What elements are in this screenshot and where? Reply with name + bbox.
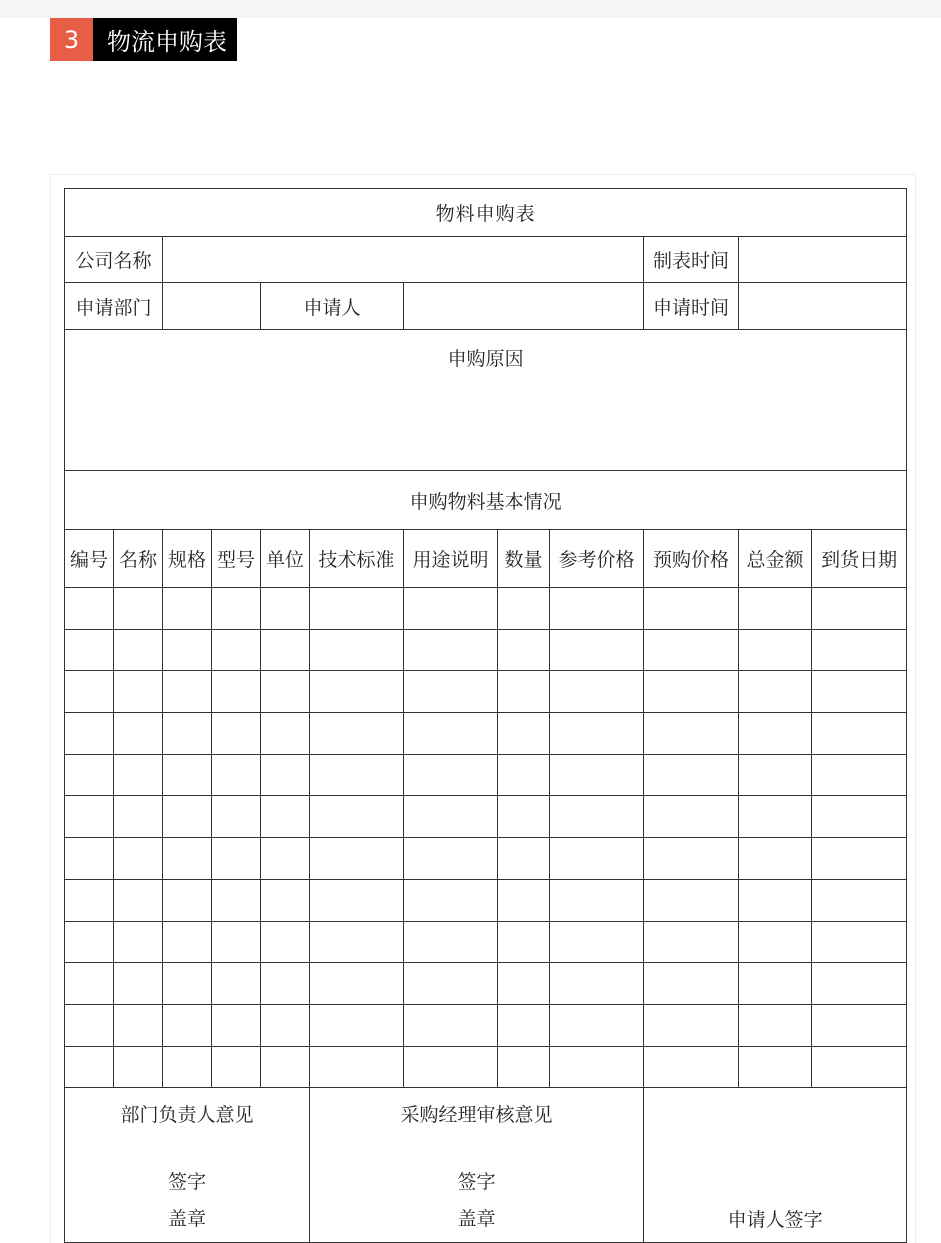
dept-label: 申请部门: [65, 283, 163, 330]
item-cell[interactable]: [550, 838, 644, 880]
item-cell[interactable]: [114, 796, 163, 838]
applicant-label: 申请人: [261, 283, 404, 330]
item-cell[interactable]: [163, 963, 212, 1005]
reason-row: [65, 330, 907, 471]
item-cell[interactable]: [812, 879, 907, 921]
item-cell[interactable]: [114, 754, 163, 796]
column-header: 型号: [212, 530, 261, 588]
item-cell[interactable]: [498, 796, 550, 838]
dept-value-cell[interactable]: [163, 283, 261, 330]
item-row: [65, 1046, 907, 1088]
item-row: [65, 838, 907, 880]
item-cell[interactable]: [261, 629, 310, 671]
item-cell[interactable]: [739, 1004, 812, 1046]
item-cell[interactable]: [644, 629, 739, 671]
item-row: [65, 671, 907, 713]
item-cell[interactable]: [498, 588, 550, 630]
item-cell[interactable]: [65, 1046, 114, 1088]
item-cell[interactable]: [498, 838, 550, 880]
item-cell[interactable]: [212, 921, 261, 963]
item-cell[interactable]: [550, 629, 644, 671]
item-row: [65, 1004, 907, 1046]
item-cell[interactable]: [550, 796, 644, 838]
item-cell[interactable]: [310, 796, 404, 838]
column-header: 规格: [163, 530, 212, 588]
item-cell[interactable]: [404, 1004, 498, 1046]
item-cell[interactable]: [550, 879, 644, 921]
item-cell[interactable]: [550, 754, 644, 796]
company-row: [65, 237, 907, 283]
purchase-manager-opinion-label: 采购经理审核意见: [400, 1104, 553, 1127]
item-cell[interactable]: [550, 588, 644, 630]
dept-head-seal-label: 盖章: [167, 1208, 206, 1231]
made-time-label: 制表时间: [644, 237, 739, 283]
item-cell[interactable]: [644, 671, 739, 713]
item-cell[interactable]: [163, 1004, 212, 1046]
item-cell[interactable]: [739, 838, 812, 880]
column-header: 总金额: [739, 530, 812, 588]
item-cell[interactable]: [114, 1046, 163, 1088]
item-cell[interactable]: [550, 671, 644, 713]
apply-time-label: 申请时间: [644, 283, 739, 330]
item-cell[interactable]: [404, 796, 498, 838]
item-row: [65, 629, 907, 671]
item-cell[interactable]: [812, 1004, 907, 1046]
basic-info-row: [65, 471, 907, 530]
purchase-manager-signature-label: 签字: [457, 1171, 496, 1194]
item-cell[interactable]: [498, 1046, 550, 1088]
item-cell[interactable]: [310, 838, 404, 880]
item-cell[interactable]: [498, 629, 550, 671]
column-header: 单位: [261, 530, 310, 588]
item-cell[interactable]: [739, 713, 812, 755]
item-cell[interactable]: [114, 838, 163, 880]
item-row: [65, 754, 907, 796]
item-cell[interactable]: [212, 838, 261, 880]
item-cell[interactable]: [65, 1004, 114, 1046]
item-cell[interactable]: [812, 796, 907, 838]
column-header: 参考价格: [550, 530, 644, 588]
item-cell[interactable]: [114, 921, 163, 963]
column-header-row: [65, 530, 907, 588]
made-time-value-cell[interactable]: [739, 237, 907, 283]
item-cell[interactable]: [212, 1004, 261, 1046]
applicant-value-cell[interactable]: [404, 283, 644, 330]
item-cell[interactable]: [739, 963, 812, 1005]
item-cell[interactable]: [644, 838, 739, 880]
item-cell[interactable]: [812, 838, 907, 880]
item-cell[interactable]: [812, 713, 907, 755]
item-cell[interactable]: [404, 671, 498, 713]
item-cell[interactable]: [644, 1004, 739, 1046]
item-cell[interactable]: [739, 754, 812, 796]
column-header: 到货日期: [812, 530, 907, 588]
item-cell[interactable]: [261, 796, 310, 838]
item-cell[interactable]: [310, 921, 404, 963]
item-cell[interactable]: [310, 1004, 404, 1046]
item-cell[interactable]: [163, 1046, 212, 1088]
item-cell[interactable]: [739, 921, 812, 963]
apply-time-value-cell[interactable]: [739, 283, 907, 330]
purchase-request-form: [64, 188, 907, 1243]
item-cell[interactable]: [114, 879, 163, 921]
purchase-manager-seal-label: 盖章: [457, 1208, 496, 1231]
basic-info-label: 申购物料基本情况: [65, 471, 907, 530]
item-cell[interactable]: [812, 629, 907, 671]
item-cell[interactable]: [812, 754, 907, 796]
item-cell[interactable]: [261, 879, 310, 921]
item-cell[interactable]: [310, 879, 404, 921]
item-row: [65, 713, 907, 755]
item-cell[interactable]: [404, 1046, 498, 1088]
item-cell[interactable]: [310, 588, 404, 630]
item-cell[interactable]: [65, 879, 114, 921]
item-cell[interactable]: [498, 754, 550, 796]
item-cell[interactable]: [739, 1046, 812, 1088]
column-header: 数量: [498, 530, 550, 588]
item-cell[interactable]: [644, 588, 739, 630]
item-cell[interactable]: [261, 588, 310, 630]
company-value-cell[interactable]: [163, 237, 644, 283]
company-label: 公司名称: [65, 237, 163, 283]
item-cell[interactable]: [114, 963, 163, 1005]
item-cell[interactable]: [163, 879, 212, 921]
item-cell[interactable]: [812, 963, 907, 1005]
applicant-signature-cell[interactable]: [644, 1088, 907, 1243]
item-cell[interactable]: [498, 921, 550, 963]
item-cell[interactable]: [261, 713, 310, 755]
item-cell[interactable]: [212, 713, 261, 755]
dept-row: [65, 283, 907, 330]
item-cell[interactable]: [114, 629, 163, 671]
item-cell[interactable]: [812, 671, 907, 713]
item-cell[interactable]: [261, 838, 310, 880]
item-cell[interactable]: [739, 671, 812, 713]
item-cell[interactable]: [261, 754, 310, 796]
item-cell[interactable]: [644, 879, 739, 921]
item-cell[interactable]: [644, 963, 739, 1005]
item-cell[interactable]: [261, 963, 310, 1005]
item-cell[interactable]: [498, 713, 550, 755]
item-cell[interactable]: [65, 588, 114, 630]
column-header: 名称: [114, 530, 163, 588]
item-row: [65, 588, 907, 630]
item-cell[interactable]: [114, 1004, 163, 1046]
column-header: 编号: [65, 530, 114, 588]
item-row: [65, 879, 907, 921]
item-cell[interactable]: [404, 963, 498, 1005]
form-title: 物料申购表: [65, 189, 907, 237]
item-cell[interactable]: [739, 879, 812, 921]
item-cell[interactable]: [644, 1046, 739, 1088]
item-cell[interactable]: [812, 588, 907, 630]
item-row: [65, 963, 907, 1005]
item-cell[interactable]: [163, 921, 212, 963]
item-cell[interactable]: [404, 838, 498, 880]
item-rows: [65, 588, 907, 1088]
item-cell[interactable]: [550, 713, 644, 755]
item-cell[interactable]: [550, 1046, 644, 1088]
item-row: [65, 796, 907, 838]
item-cell[interactable]: [310, 754, 404, 796]
item-cell[interactable]: [644, 754, 739, 796]
column-header: 技术标准: [310, 530, 404, 588]
item-cell[interactable]: [550, 963, 644, 1005]
item-cell[interactable]: [65, 754, 114, 796]
form-title-row: [65, 189, 907, 237]
dept-head-opinion-label: 部门负责人意见: [120, 1104, 254, 1127]
item-cell[interactable]: [212, 671, 261, 713]
item-cell[interactable]: [739, 796, 812, 838]
item-cell[interactable]: [163, 838, 212, 880]
item-cell[interactable]: [212, 1046, 261, 1088]
item-cell[interactable]: [310, 963, 404, 1005]
item-cell[interactable]: [310, 671, 404, 713]
item-cell[interactable]: [644, 796, 739, 838]
section-number-badge: 3: [50, 18, 93, 61]
item-cell[interactable]: [812, 921, 907, 963]
item-cell[interactable]: [163, 796, 212, 838]
item-cell[interactable]: [404, 754, 498, 796]
item-cell[interactable]: [310, 629, 404, 671]
item-cell[interactable]: [498, 1004, 550, 1046]
column-header: 用途说明: [404, 530, 498, 588]
reason-cell[interactable]: [65, 330, 907, 471]
item-cell[interactable]: [163, 713, 212, 755]
item-cell[interactable]: [498, 879, 550, 921]
item-cell[interactable]: [65, 796, 114, 838]
item-row: [65, 921, 907, 963]
item-cell[interactable]: [114, 713, 163, 755]
item-cell[interactable]: [212, 588, 261, 630]
section-heading: [50, 18, 237, 61]
dept-head-opinion-cell[interactable]: [65, 1088, 310, 1243]
item-cell[interactable]: [498, 671, 550, 713]
item-cell[interactable]: [498, 963, 550, 1005]
reason-label: 申购原因: [447, 348, 524, 370]
item-cell[interactable]: [65, 921, 114, 963]
item-cell[interactable]: [550, 1004, 644, 1046]
item-cell[interactable]: [212, 879, 261, 921]
item-cell[interactable]: [404, 921, 498, 963]
item-cell[interactable]: [114, 588, 163, 630]
item-cell[interactable]: [65, 838, 114, 880]
item-cell[interactable]: [261, 1046, 310, 1088]
item-cell[interactable]: [404, 588, 498, 630]
item-cell[interactable]: [163, 629, 212, 671]
item-cell[interactable]: [310, 1046, 404, 1088]
item-cell[interactable]: [65, 963, 114, 1005]
item-cell[interactable]: [404, 879, 498, 921]
item-cell[interactable]: [212, 754, 261, 796]
item-cell[interactable]: [404, 713, 498, 755]
item-cell[interactable]: [310, 713, 404, 755]
item-cell[interactable]: [739, 588, 812, 630]
item-cell[interactable]: [163, 671, 212, 713]
item-cell[interactable]: [65, 629, 114, 671]
item-cell[interactable]: [404, 629, 498, 671]
item-cell[interactable]: [212, 963, 261, 1005]
purchase-manager-opinion-cell[interactable]: [310, 1088, 644, 1243]
applicant-signature-label: 申请人签字: [727, 1209, 823, 1232]
item-cell[interactable]: [65, 713, 114, 755]
item-cell[interactable]: [65, 671, 114, 713]
section-title: 物流申购表: [93, 18, 237, 61]
item-cell[interactable]: [212, 796, 261, 838]
item-cell[interactable]: [163, 588, 212, 630]
item-cell[interactable]: [212, 629, 261, 671]
opinion-row: [65, 1088, 907, 1243]
top-strip: [0, 0, 941, 18]
item-cell[interactable]: [261, 921, 310, 963]
dept-head-signature-label: 签字: [167, 1171, 206, 1194]
item-cell[interactable]: [644, 921, 739, 963]
item-cell[interactable]: [114, 671, 163, 713]
item-cell[interactable]: [261, 1004, 310, 1046]
column-header: 预购价格: [644, 530, 739, 588]
item-cell[interactable]: [812, 1046, 907, 1088]
item-cell[interactable]: [163, 754, 212, 796]
item-cell[interactable]: [261, 671, 310, 713]
item-cell[interactable]: [550, 921, 644, 963]
item-cell[interactable]: [739, 629, 812, 671]
item-cell[interactable]: [644, 713, 739, 755]
